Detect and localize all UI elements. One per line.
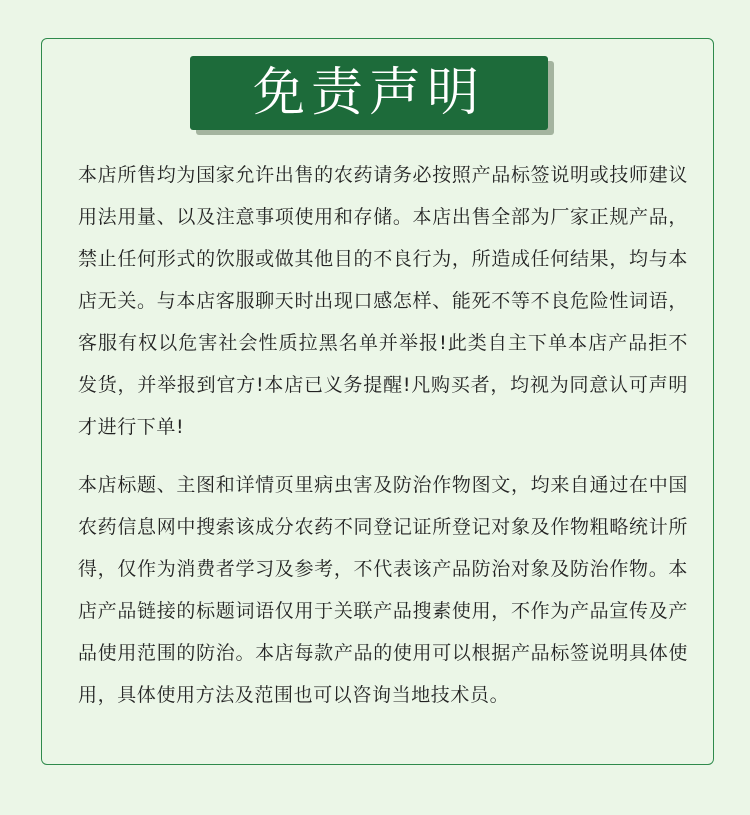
- disclaimer-panel: [41, 38, 714, 765]
- disclaimer-paragraph-1: 本店所售均为国家允许出售的农药请务必按照产品标签说明或技师建议用法用量、以及注意事项使用和存储。本店出售全部为厂家正规产品，禁止任何形式的饮服或做其他目的不良行为，所造成任何结果，均与本店无关。与本店客服聊天时出现口感怎样、能死不等不良危险性词语，客服有权以危害社会性质拉黑名单并举报!此类自主下单本店产品拒不发货，并举报到官方!本店已义务提醒!凡购买者，均视为同意认可声明才进行下单!: [78, 164, 688, 438]
- page-title: 免责声明: [190, 56, 548, 130]
- disclaimer-paragraph-2: 本店标题、主图和详情页里病虫害及防治作物图文，均来自通过在中国农药信息网中搜索该成分农药不同登记证所登记对象及作物粗略统计所得，仅作为消费者学习及参考，不代表该产品防治对象及防治作物。本店产品链接的标题词语仅用于关联产品搜素使用，不作为产品宣传及产品使用范围的防治。本店每款产品的使用可以根据产品标签说明具体使用，具体使用方法及范围也可以咨询当地技术员。: [78, 474, 688, 706]
